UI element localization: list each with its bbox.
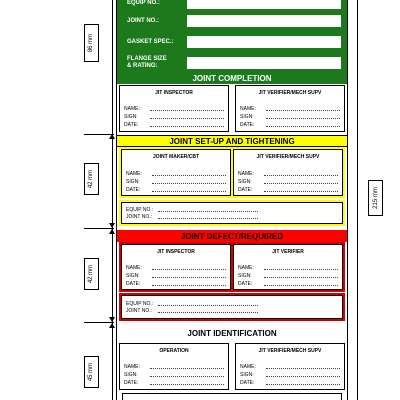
- setup-title-band: [117, 135, 347, 147]
- flange-size-input[interactable]: [187, 57, 341, 69]
- dimension-42mm-defect: [84, 258, 99, 290]
- panel-heading: JIT VERIFIER/MECH SUPV: [256, 154, 320, 160]
- panel-heading: JIT VERIFIER/MECH SUPV: [258, 348, 322, 354]
- dimension-86mm-label: 86 mm: [88, 33, 95, 53]
- completion-title-band: [117, 72, 347, 84]
- identification-title-band: [117, 327, 347, 339]
- identification-bottom-box: [122, 393, 342, 400]
- defect-title-band: [117, 230, 347, 242]
- field-gasket-spec: [127, 36, 187, 48]
- completion-title: JOINT COMPLETION: [192, 73, 272, 83]
- sign-line[interactable]: [264, 273, 338, 278]
- name-label: NAME:: [126, 265, 142, 271]
- sign-label: SIGN:: [124, 372, 138, 378]
- name-label: NAME:: [238, 265, 254, 271]
- field-joint-no: [127, 15, 187, 27]
- setup-right-panel: [233, 149, 343, 196]
- defect-left-panel: [121, 244, 231, 290]
- date-label: DATE:: [124, 380, 139, 386]
- joint-no-label: JOINT NO.:: [126, 214, 153, 220]
- panel-heading: JIT VERIFIER/MECH SUPV: [258, 90, 322, 96]
- dimension-arrow-up-icon: [109, 134, 115, 139]
- equip-no-input[interactable]: [187, 0, 341, 9]
- dimension-86mm: [84, 24, 99, 62]
- dimension-arrow-up-icon: [109, 229, 115, 234]
- date-line[interactable]: [266, 122, 340, 127]
- sign-line[interactable]: [150, 372, 224, 377]
- date-line[interactable]: [150, 122, 224, 127]
- date-label: DATE:: [124, 122, 139, 128]
- dimension-42mm-setup-label: 42 mm: [88, 169, 95, 189]
- joint-no-input[interactable]: [187, 15, 341, 27]
- setup-left-panel: [121, 149, 231, 196]
- date-line[interactable]: [150, 380, 224, 385]
- date-label: DATE:: [238, 281, 253, 287]
- name-line[interactable]: [264, 265, 338, 270]
- date-line[interactable]: [264, 187, 338, 192]
- identification-right-panel: [235, 343, 345, 390]
- setup-equip-inner: [121, 202, 343, 224]
- name-label: NAME:: [240, 364, 256, 370]
- equip-no-label: EQUIP NO.:: [126, 207, 154, 213]
- field-label: GASKET SPEC.:: [127, 38, 174, 45]
- name-line[interactable]: [266, 106, 340, 111]
- date-line[interactable]: [266, 380, 340, 385]
- defect-equip-inner: [121, 295, 343, 319]
- name-label: NAME:: [238, 171, 254, 177]
- field-equip-no: [127, 0, 187, 9]
- sign-line[interactable]: [150, 114, 224, 119]
- defect-equip-box: [119, 293, 345, 321]
- dimension-42mm-defect-label: 42 mm: [88, 264, 95, 284]
- field-label: JOINT NO.:: [127, 17, 160, 24]
- date-line[interactable]: [152, 281, 226, 286]
- setup-section: [119, 147, 345, 198]
- equip-no-label: EQUIP NO.:: [126, 301, 154, 307]
- panel-heading: JIT INSPECTOR: [157, 249, 195, 255]
- name-label: NAME:: [240, 106, 256, 112]
- date-label: DATE:: [126, 281, 141, 287]
- name-label: NAME:: [124, 106, 140, 112]
- equip-no-line[interactable]: [158, 301, 258, 306]
- name-line[interactable]: [150, 106, 224, 111]
- setup-title: JOINT SET-UP AND TIGHTENING: [169, 136, 295, 146]
- sign-label: SIGN:: [238, 273, 252, 279]
- joint-no-label: JOINT NO.:: [126, 308, 153, 314]
- defect-right-panel: [233, 244, 343, 290]
- name-line[interactable]: [266, 364, 340, 369]
- date-label: DATE:: [238, 187, 253, 193]
- equip-no-line[interactable]: [158, 207, 258, 212]
- setup-equip-box: [119, 200, 345, 226]
- panel-heading: JOINT MAKER/CBT: [152, 154, 200, 160]
- sign-label: SIGN:: [126, 179, 140, 185]
- date-line[interactable]: [152, 187, 226, 192]
- identification-section: [119, 343, 345, 390]
- dimension-42mm-setup: [84, 163, 99, 195]
- dimension-line-right: [357, 0, 358, 400]
- sign-label: SIGN:: [124, 114, 138, 120]
- date-label: DATE:: [126, 187, 141, 193]
- name-line[interactable]: [152, 265, 226, 270]
- field-label: EQUIP NO.:: [127, 0, 160, 6]
- dimension-45mm-label: 45 mm: [88, 362, 95, 382]
- completion-section: [119, 85, 345, 132]
- defect-section: [119, 242, 345, 292]
- sign-label: SIGN:: [240, 372, 254, 378]
- completion-right-panel: [235, 85, 345, 132]
- dimension-arrow-up-icon: [109, 323, 115, 328]
- sign-line[interactable]: [152, 273, 226, 278]
- date-label: DATE:: [240, 122, 255, 128]
- identification-title: JOINT IDENTIFICATION: [187, 328, 277, 338]
- joint-no-line[interactable]: [158, 308, 258, 313]
- date-label: DATE:: [240, 380, 255, 386]
- name-line[interactable]: [150, 364, 224, 369]
- field-label: FLANGE SIZE & RATING:: [127, 56, 167, 69]
- defect-title: JOINT DEFECT/REQUIRED: [180, 231, 284, 241]
- joint-no-line[interactable]: [158, 214, 258, 219]
- name-label: NAME:: [124, 364, 140, 370]
- dimension-45mm: [84, 356, 99, 388]
- sign-line[interactable]: [264, 179, 338, 184]
- panel-heading: OPERATION: [159, 348, 189, 354]
- sign-line[interactable]: [152, 179, 226, 184]
- name-label: NAME:: [126, 171, 142, 177]
- panel-heading: JIT INSPECTOR: [155, 90, 193, 96]
- sign-line[interactable]: [266, 114, 340, 119]
- sign-label: SIGN:: [240, 114, 254, 120]
- name-line[interactable]: [152, 171, 226, 176]
- panel-heading: JIT VERIFIER: [272, 249, 304, 255]
- completion-left-panel: [119, 85, 229, 132]
- dimension-215mm-label: 215 mm: [372, 187, 379, 209]
- date-line[interactable]: [264, 281, 338, 286]
- sign-line[interactable]: [266, 372, 340, 377]
- field-flange-size: [127, 55, 187, 71]
- dimension-215mm: [368, 180, 383, 216]
- sign-label: SIGN:: [238, 179, 252, 185]
- sign-label: SIGN:: [126, 273, 140, 279]
- joint-tag-card: [116, 0, 348, 400]
- name-line[interactable]: [264, 171, 338, 176]
- dimension-line-left: [112, 0, 113, 400]
- gasket-spec-input[interactable]: [187, 36, 341, 48]
- identification-left-panel: [119, 343, 229, 390]
